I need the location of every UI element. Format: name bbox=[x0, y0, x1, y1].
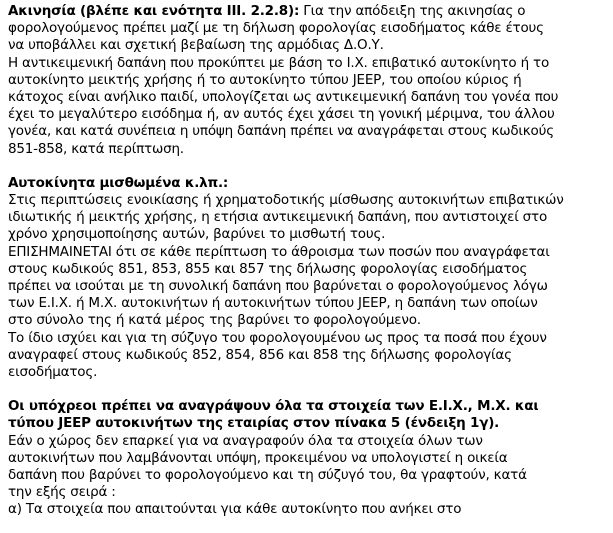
text-line: την εξής σειρά : bbox=[8, 484, 116, 501]
paragraph-ypochreoi bbox=[8, 398, 605, 518]
text-line: να υποβάλλει και σχετική βεβαίωση της αρμόδιας Δ.Ο.Υ. bbox=[8, 37, 384, 54]
text-line: κάτοχος είναι ανήλικο παιδί, υπολογίζεται ως αντικειμενική δαπάνη του γονέα που bbox=[8, 89, 559, 106]
bold-statement-line: τύπου JEEP αυτοκινήτων της εταιρίας στον πίνακα 5 (ένδειξη 1γ). bbox=[8, 415, 500, 432]
paragraph-akinisia bbox=[8, 3, 605, 158]
text-line: Εάν ο χώρος δεν επαρκεί για να αναγραφούν όλα τα στοιχεία όλων των bbox=[8, 432, 483, 449]
text-line: έχει το μεγαλύτερο εισόδημα ή, αν αυτός έχει χάσει τη γονική μέριμνα, του άλλου bbox=[8, 106, 555, 123]
text-line: στους κωδικούς 851, 853, 855 και 857 της δήλωσης φορολογίας εισοδήματος bbox=[8, 260, 528, 277]
section-heading-misthomena: Αυτοκίνητα μισθωμένα κ.λπ.: bbox=[8, 174, 229, 191]
text-line: 851-858, κατά περίπτωση. bbox=[8, 140, 184, 157]
paragraph-misthomena bbox=[8, 175, 605, 381]
text-line: πρέπει να ισούται με τη συνολική δαπάνη που βαρύνεται ο φορολογούμενος λόγω bbox=[8, 278, 548, 295]
text-line: α) Τα στοιχεία που απαιτούνται για κάθε αυτοκίνητο που ανήκει στο bbox=[8, 501, 462, 518]
text-line: στο σύνολο της ή κατά μέρος της βαρύνει το φορολογούμενο. bbox=[8, 312, 421, 329]
text-line: γονέα, και κατά συνέπεια η υπόψη δαπάνη πρέπει να αναγράφεται στους κωδικούς bbox=[8, 123, 554, 140]
text-line: ΕΠΙΣΗΜΑΙΝΕΤΑΙ ότι σε κάθε περίπτωση το άθροισμα των ποσών που αναγράφεται bbox=[8, 243, 550, 260]
text-line: Η αντικειμενική δαπάνη που προκύπτει με βάση το Ι.Χ. επιβατικό αυτοκίνητο ή το bbox=[8, 54, 550, 71]
text-line bbox=[8, 3, 605, 20]
inline-heading-akinisia: Ακινησία (βλέπε και ενότητα III. 2.2.8): bbox=[8, 3, 300, 19]
text-line: των Ε.Ι.Χ. ή Μ.Χ. αυτοκινήτων ή αυτοκινήτων τύπου JEEP, η δαπάνη των οποίων bbox=[8, 295, 538, 312]
text-line: ιδιωτικής ή μεικτής χρήσης, η ετήσια αντικειμενική δαπάνη, που αντιστοιχεί στο bbox=[8, 209, 548, 226]
text-segment: Για την απόδειξη της ακινησίας ο bbox=[299, 3, 526, 19]
text-line: Το ίδιο ισχύει και για τη σύζυγο του φορολογουμένου ως προς τα ποσά που έχουν bbox=[8, 329, 547, 346]
text-line: αναγραφεί στους κωδικούς 852, 854, 856 και 858 της δήλωσης φορολογίας bbox=[8, 346, 512, 363]
text-line: αυτοκινήτων που λαμβάνονται υπόψη, προκειμένου να υπολογιστεί η οικεία bbox=[8, 449, 508, 466]
text-line: χρόνο χρησιμοποίησης αυτών, βαρύνει το μισθωτή τους. bbox=[8, 226, 386, 243]
text-line: Στις περιπτώσεις ενοικίασης ή χρηματοδοτικής μίσθωσης αυτοκινήτων επιβατικών bbox=[8, 192, 564, 209]
text-line: φορολογούμενος πρέπει μαζί με τη δήλωση φορολογίας εισοδήματος κάθε έτους bbox=[8, 20, 544, 37]
text-line: δαπάνη που βαρύνει το φορολογούμενο και τη σύζυγό του, θα γραφτούν, κατά bbox=[8, 467, 527, 484]
text-line: εισοδήματος. bbox=[8, 364, 98, 381]
text-line: αυτοκίνητο μεικτής χρήσης ή το αυτοκίνητο τύπου JEEP, του οποίου κύριος ή bbox=[8, 71, 522, 88]
bold-statement-line: Οι υπόχρεοι πρέπει να αναγράψουν όλα τα στοιχεία των Ε.Ι.Χ., Μ.Χ. και bbox=[8, 398, 539, 415]
